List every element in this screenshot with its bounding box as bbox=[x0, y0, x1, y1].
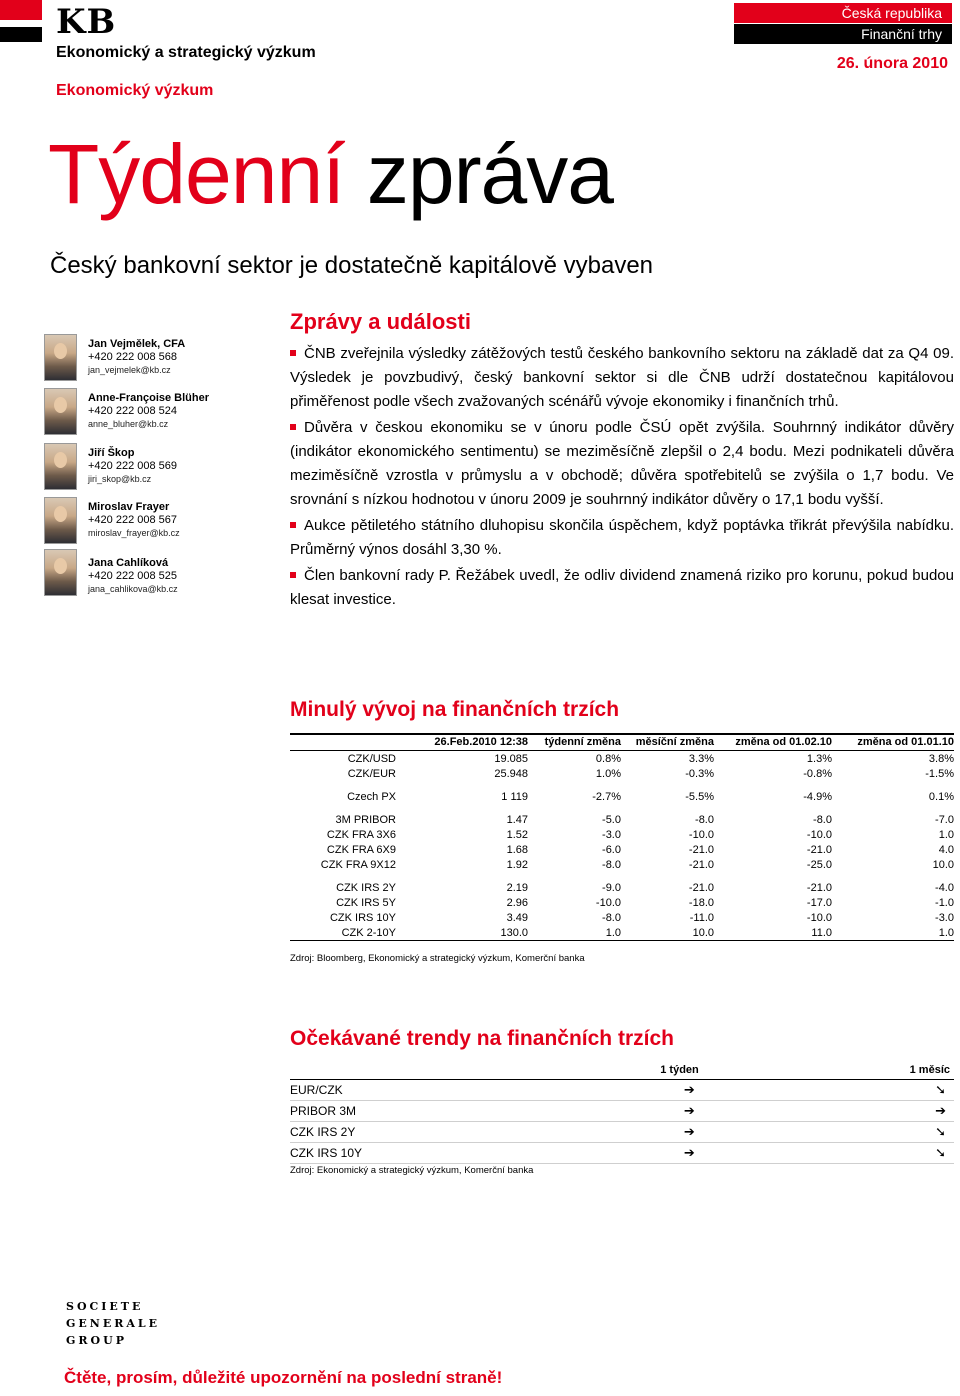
title-word-2: zpráva bbox=[366, 127, 613, 221]
table-cell: -1.0 bbox=[935, 896, 954, 909]
table-row bbox=[290, 925, 954, 941]
news-heading: Zprávy a události bbox=[290, 309, 471, 334]
table-cell: 1.52 bbox=[506, 828, 528, 841]
trends-table bbox=[290, 1063, 954, 1164]
row-label: CZK IRS 2Y bbox=[336, 881, 396, 894]
trend-arrow-icon: ➘ bbox=[703, 1080, 954, 1101]
contact-phone: +420 222 008 569 bbox=[88, 460, 178, 472]
table-row bbox=[290, 857, 954, 872]
table-spacer-row bbox=[290, 804, 954, 812]
header-label-cell bbox=[290, 734, 400, 751]
table-cell: 11.0 bbox=[714, 925, 832, 941]
table-row bbox=[290, 827, 954, 842]
table-cell: 1.0 bbox=[832, 925, 954, 941]
table-row bbox=[290, 1122, 954, 1143]
table-row bbox=[290, 1080, 954, 1101]
column-header: 1 měsíc bbox=[703, 1063, 954, 1080]
table-cell: -6.0 bbox=[602, 843, 621, 856]
news-item: ČNB zveřejnila výsledky zátěžových testů českého bankovního sektoru na základě dat za Q4 09. Výsledek je povzbudivý, český bankovní sektor si dle ČNB udrží dostatečnou kapitálovou přiměřenost podle všech zvažovaných scénářů vývoje ekonomiky i finančních trhů. bbox=[290, 345, 954, 410]
table-cell: -9.0 bbox=[602, 881, 621, 894]
table-cell: -8.0 bbox=[813, 813, 832, 826]
row-label: 3M PRIBOR bbox=[335, 813, 396, 826]
table-cell: -10.0 bbox=[806, 828, 832, 841]
contact-photo bbox=[44, 443, 77, 490]
table-row bbox=[290, 880, 954, 895]
trend-arrow-icon: ➔ bbox=[579, 1080, 703, 1101]
trends-source: Zdroj: Ekonomický a strategický výzkum, Komerční banka bbox=[290, 1165, 534, 1176]
header-label-cell bbox=[290, 1063, 579, 1080]
trend-arrow-icon: ➘ bbox=[703, 1122, 954, 1143]
contact-phone: +420 222 008 524 bbox=[88, 405, 178, 417]
markets-heading: Minulý vývoj na finančních trzích bbox=[290, 698, 620, 721]
column-header: změna od 01.02.10 bbox=[714, 734, 832, 751]
table-row bbox=[290, 895, 954, 910]
bullet-icon bbox=[290, 572, 296, 578]
trend-arrow-icon: ➔ bbox=[703, 1101, 954, 1122]
table-cell: 3.49 bbox=[506, 911, 528, 924]
table-cell: 2.19 bbox=[506, 881, 528, 894]
table-cell: 3.8% bbox=[928, 752, 954, 765]
table-cell: 25.948 bbox=[494, 767, 528, 780]
trends-heading: Očekávané trendy na finančních trzích bbox=[290, 1027, 674, 1050]
row-label: CZK IRS 10Y bbox=[329, 911, 396, 924]
markets-table bbox=[290, 733, 954, 941]
column-header: týdenní změna bbox=[528, 734, 621, 751]
row-label: CZK FRA 3X6 bbox=[326, 828, 396, 841]
contact-photo bbox=[44, 334, 77, 381]
table-cell: 1.47 bbox=[506, 813, 528, 826]
table-header-row bbox=[290, 1063, 954, 1080]
contact-phone: +420 222 008 525 bbox=[88, 570, 178, 582]
table-cell: -21.0 bbox=[806, 881, 832, 894]
bullet-icon bbox=[290, 424, 296, 430]
table-cell: -0.3% bbox=[685, 767, 714, 780]
table-cell: -5.5% bbox=[685, 790, 714, 803]
table-cell: 2.96 bbox=[506, 896, 528, 909]
table-cell: 19.085 bbox=[494, 752, 528, 765]
table-spacer-row bbox=[290, 872, 954, 880]
societe-generale-logo: SOCIETE GENERALE GROUP bbox=[66, 1300, 161, 1347]
row-label: CZK FRA 6X9 bbox=[326, 843, 396, 856]
row-label: PRIBOR 3M bbox=[290, 1101, 579, 1122]
table-cell: -1.5% bbox=[925, 767, 954, 780]
markets-table-body bbox=[290, 751, 954, 941]
table-spacer-row bbox=[290, 781, 954, 789]
contact-email[interactable]: jiri_skop@kb.cz bbox=[88, 474, 152, 484]
contact-photo bbox=[44, 549, 77, 596]
table-row bbox=[290, 842, 954, 857]
table-cell: 0.8% bbox=[595, 752, 621, 765]
table-header-row bbox=[290, 734, 954, 751]
contact-phone: +420 222 008 567 bbox=[88, 514, 178, 526]
report-date: 26. února 2010 bbox=[836, 55, 948, 72]
table-cell: 1 119 bbox=[501, 790, 528, 803]
table-cell: 1.68 bbox=[506, 843, 528, 856]
table-cell: 1.0 bbox=[938, 828, 954, 841]
news-item: Člen bankovní rady P. Řežábek uvedl, že odliv dividend znamená riziko pro korunu, pokud budou klesat investice. bbox=[290, 567, 954, 608]
contact-name: Jan Vejmělek, CFA bbox=[88, 338, 186, 350]
table-cell: 3.3% bbox=[688, 752, 714, 765]
news-item: Aukce pětiletého státního dluhopisu skončila úspěchem, když poptávka třikrát převýšila nabídku. Průměrný výnos dosáhl 3,30 %. bbox=[290, 517, 954, 558]
department-name: Ekonomický a strategický výzkum bbox=[56, 44, 316, 61]
column-header: 1 týden bbox=[579, 1063, 703, 1080]
table-row bbox=[290, 910, 954, 925]
report-title bbox=[48, 126, 613, 223]
contact-email[interactable]: jan_vejmelek@kb.cz bbox=[88, 365, 171, 375]
contact-email[interactable]: jana_cahlikova@kb.cz bbox=[88, 584, 178, 594]
table-cell: -25.0 bbox=[806, 858, 832, 871]
row-label: CZK 2-10Y bbox=[290, 925, 400, 941]
markets-source: Zdroj: Bloomberg, Ekonomický a strategický výzkum, Komerční banka bbox=[290, 953, 585, 964]
table-cell: 0.1% bbox=[928, 790, 954, 803]
table-row bbox=[290, 1143, 954, 1164]
table-cell: -3.0 bbox=[935, 911, 954, 924]
table-cell: -21.0 bbox=[688, 843, 714, 856]
table-cell: -8.0 bbox=[695, 813, 714, 826]
table-row bbox=[290, 812, 954, 827]
country-tag: Česká republika bbox=[734, 3, 952, 23]
table-cell: 4.0 bbox=[938, 843, 954, 856]
table-cell: 10.0 bbox=[932, 858, 954, 871]
disclaimer-note: Čtěte, prosím, důležité upozornění na poslední straně! bbox=[64, 1368, 503, 1387]
table-cell: -2.7% bbox=[592, 790, 621, 803]
markets-tag: Finanční trhy bbox=[734, 24, 952, 44]
table-cell: -11.0 bbox=[689, 911, 714, 924]
table-row bbox=[290, 1101, 954, 1122]
bullet-icon bbox=[290, 522, 296, 528]
table-cell: -21.0 bbox=[688, 881, 714, 894]
table-cell: -7.0 bbox=[935, 813, 954, 826]
table-row bbox=[290, 789, 954, 804]
trend-arrow-icon: ➔ bbox=[579, 1101, 703, 1122]
table-cell: 1.3% bbox=[806, 752, 832, 765]
contact-email[interactable]: miroslav_frayer@kb.cz bbox=[88, 528, 180, 538]
kb-logo-mark bbox=[0, 0, 42, 42]
row-label: CZK FRA 9X12 bbox=[320, 858, 396, 871]
contact-name: Jana Cahlíková bbox=[88, 557, 169, 569]
table-cell: 1.0% bbox=[595, 767, 621, 780]
table-cell: -3.0 bbox=[602, 828, 621, 841]
table-cell: -17.0 bbox=[806, 896, 832, 909]
row-label: CZK IRS 5Y bbox=[336, 896, 396, 909]
table-cell: -10.0 bbox=[595, 896, 621, 909]
title-word-1: Týdenní bbox=[48, 127, 345, 221]
report-subtitle: Český bankovní sektor je dostatečně kapitálově vybaven bbox=[50, 252, 654, 279]
table-cell: 10.0 bbox=[621, 925, 714, 941]
sub-department-name: Ekonomický výzkum bbox=[56, 82, 214, 99]
news-list bbox=[290, 342, 954, 614]
table-row bbox=[290, 766, 954, 781]
table-cell: -8.0 bbox=[602, 858, 621, 871]
row-label: CZK/EUR bbox=[347, 767, 396, 780]
table-cell: 1.0 bbox=[528, 925, 621, 941]
contact-photo bbox=[44, 497, 77, 544]
trends-table-body bbox=[290, 1080, 954, 1164]
contact-name: Miroslav Frayer bbox=[88, 501, 170, 513]
table-cell: -10.0 bbox=[806, 911, 832, 924]
row-label: Czech PX bbox=[347, 790, 396, 803]
table-cell: -4.9% bbox=[803, 790, 832, 803]
contact-photo bbox=[44, 388, 77, 435]
contact-phone: +420 222 008 568 bbox=[88, 351, 178, 363]
table-row bbox=[290, 751, 954, 767]
column-header: změna od 01.01.10 bbox=[832, 734, 954, 751]
bullet-icon bbox=[290, 350, 296, 356]
table-cell: -10.0 bbox=[688, 828, 714, 841]
contact-name: Jiří Škop bbox=[88, 447, 135, 459]
news-item: Důvěra v českou ekonomiku se v únoru podle ČSÚ opět zvýšila. Souhrnný indikátor důvěry (indikátor ekonomického sentimentu) se meziměsíčně zlepšil o 2,4 bodu. Mezi podnikateli důvěra meziměsíčně vzrostla v průmyslu a v obchodě; důvěra spotřebitelů se zvýšila o 1,7 bodu. Ve srovnání s nízkou hodnotou v únoru 2009 je souhrnný indikátor důvěry o 17,1 bodu vyšší. bbox=[290, 419, 954, 508]
contact-email[interactable]: anne_bluher@kb.cz bbox=[88, 419, 169, 429]
row-label: CZK IRS 2Y bbox=[290, 1122, 579, 1143]
table-cell: -21.0 bbox=[806, 843, 832, 856]
table-cell: -5.0 bbox=[602, 813, 621, 826]
row-label: EUR/CZK bbox=[290, 1080, 579, 1101]
kb-logo-text: KB bbox=[56, 2, 117, 42]
table-cell: -4.0 bbox=[935, 881, 954, 894]
table-cell: -0.8% bbox=[803, 767, 832, 780]
table-cell: 130.0 bbox=[400, 925, 528, 941]
column-header: měsíční změna bbox=[621, 734, 714, 751]
row-label: CZK/USD bbox=[347, 752, 396, 765]
table-cell: -8.0 bbox=[602, 911, 621, 924]
trend-arrow-icon: ➘ bbox=[703, 1143, 954, 1164]
row-label: CZK IRS 10Y bbox=[290, 1143, 579, 1164]
trend-arrow-icon: ➔ bbox=[579, 1143, 703, 1164]
column-header: 26.Feb.2010 12:38 bbox=[400, 734, 528, 751]
table-cell: -21.0 bbox=[688, 858, 714, 871]
contact-name: Anne-Françoise Blüher bbox=[88, 392, 210, 404]
trend-arrow-icon: ➔ bbox=[579, 1122, 703, 1143]
table-cell: 1.92 bbox=[506, 858, 528, 871]
table-cell: -18.0 bbox=[688, 896, 714, 909]
